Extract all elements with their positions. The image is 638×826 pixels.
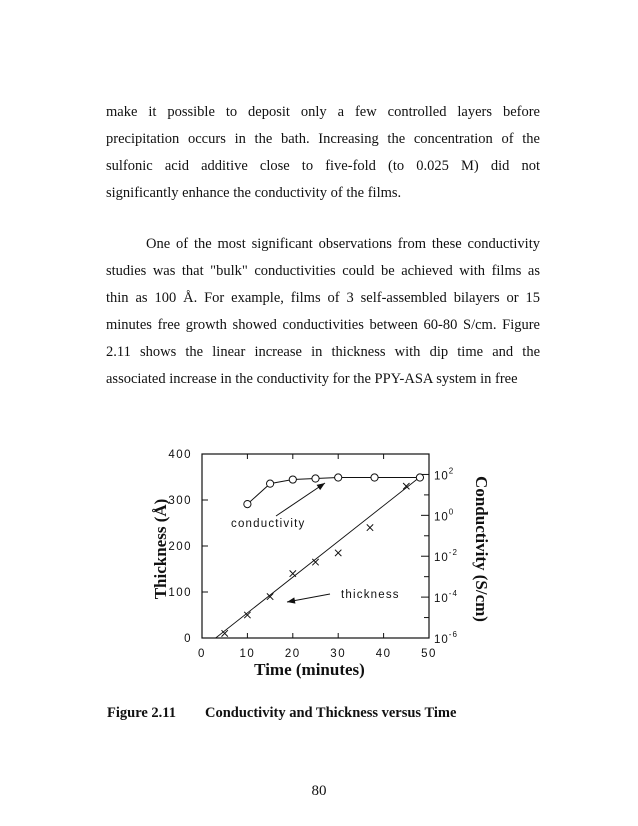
figure-caption <box>107 705 456 722</box>
page-number: 80 <box>311 783 327 799</box>
thickness-point <box>335 550 341 556</box>
conductivity-point <box>267 480 274 487</box>
y2-axis-title: Conductivity (S/cm) <box>472 476 491 622</box>
thickness-label: thickness <box>341 589 400 601</box>
paragraph-line: studies was that "bulk" conductivities could be achieved with films as <box>106 263 540 279</box>
paragraph-line: 2.11 shows the linear increase in thickness with dip time and the <box>106 344 540 360</box>
conductivity-arrow <box>276 483 325 516</box>
conductivity-point <box>312 475 319 482</box>
conductivity-point <box>244 500 251 507</box>
y-tick-label: 200 <box>168 541 192 553</box>
x-axis-title: Time (minutes) <box>254 660 365 679</box>
conductivity-point <box>371 474 378 481</box>
figure-caption-number: Figure 2.11 <box>107 705 177 721</box>
y2-tick-label <box>434 548 458 564</box>
x-tick-label: 10 <box>239 648 256 660</box>
x-tick-label: 40 <box>375 648 392 660</box>
chart <box>130 445 530 720</box>
conductivity-arrow-head <box>317 483 325 490</box>
y2-tick-exponent: -6 <box>448 630 458 639</box>
paragraph-line: sulfonic acid additive close to five-fold (to 0.025 M) did not <box>106 158 540 174</box>
figure-caption-text: Conductivity and Thickness versus Time <box>205 705 457 721</box>
y2-tick-exponent: 0 <box>448 507 455 517</box>
paragraph-line: One of the most significant observations from these conductivity <box>146 236 540 252</box>
conductivity-point <box>416 474 423 481</box>
paragraph-1 <box>106 99 540 207</box>
y2-tick-label <box>434 589 458 605</box>
y2-tick-exponent: 2 <box>448 466 455 476</box>
y-tick-label: 100 <box>168 587 192 599</box>
paragraph-line: thin as 100 Å. For example, films of 3 self-assembled bilayers or 15 <box>106 290 540 306</box>
paragraph-line: associated increase in the conductivity for the PPY-ASA system in free <box>106 371 518 387</box>
x-tick-label: 0 <box>198 648 206 660</box>
x-tick-label: 30 <box>330 648 347 660</box>
y2-tick-base: 10 <box>434 511 449 524</box>
paragraph-line: make it possible to deposit only a few controlled layers before <box>106 104 540 120</box>
paragraph-line: precipitation occurs in the bath. Increasing the concentration of the <box>106 131 540 147</box>
y2-tick-base: 10 <box>434 552 449 565</box>
y2-tick-base: 10 <box>434 593 449 606</box>
y2-tick-exponent: -2 <box>448 548 458 558</box>
conductivity-point <box>289 476 296 483</box>
paragraph-line: significantly enhance the conductivity of the films. <box>106 185 402 201</box>
thickness-point <box>367 524 373 530</box>
thickness-arrow-head <box>287 597 295 603</box>
y2-tick-exponent: -4 <box>448 589 458 599</box>
conductivity-point <box>335 474 342 481</box>
y-tick-label: 0 <box>184 633 192 645</box>
y2-tick-base: 10 <box>434 634 449 646</box>
y2-tick-label <box>434 507 454 523</box>
paragraph-line: minutes free growth showed conductivities between 60-80 S/cm. Figure <box>106 317 540 333</box>
y-axis-title: Thickness (Å) <box>151 498 170 600</box>
y2-tick-base: 10 <box>434 470 449 483</box>
y-tick-label: 400 <box>168 449 192 461</box>
x-tick-label: 50 <box>421 648 437 660</box>
y2-tick-label <box>434 630 458 646</box>
conductivity-label: conductivity <box>231 518 306 530</box>
paragraph-2 <box>106 231 540 393</box>
y2-tick-label <box>434 466 454 482</box>
y-tick-label: 300 <box>168 495 192 507</box>
x-tick-label: 20 <box>284 648 301 660</box>
thickness-point <box>290 570 296 576</box>
